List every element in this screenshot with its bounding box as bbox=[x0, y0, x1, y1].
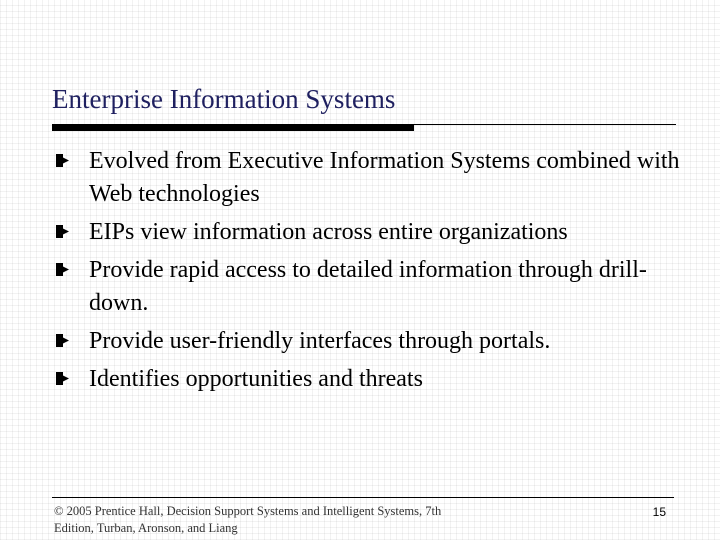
bullet-text: Provide rapid access to detailed information through drill-down. bbox=[89, 257, 647, 316]
square-bullet-icon bbox=[56, 154, 69, 167]
square-bullet-icon bbox=[56, 225, 69, 238]
bullet-item bbox=[52, 216, 692, 249]
bullet-text: EIPs view information across entire organizations bbox=[89, 219, 568, 245]
bullet-item bbox=[52, 325, 692, 358]
square-bullet-icon bbox=[56, 334, 69, 347]
bullet-text: Evolved from Executive Information Systems combined with Web technologies bbox=[89, 148, 680, 207]
title-underline-thin bbox=[414, 124, 676, 125]
bullet-item bbox=[52, 363, 692, 396]
bullet-text: Identifies opportunities and threats bbox=[89, 366, 423, 392]
bullet-item bbox=[52, 145, 692, 211]
slide-title: Enterprise Information Systems bbox=[52, 84, 396, 114]
bullet-text: Provide user-friendly interfaces through portals. bbox=[89, 328, 551, 354]
footer-divider bbox=[52, 497, 674, 498]
title-underline-thick bbox=[52, 124, 414, 131]
footer-copyright: © 2005 Prentice Hall, Decision Support Systems and Intelligent Systems, 7th Edition, Turban, Aronson, and Liang bbox=[54, 504, 442, 535]
bullet-list bbox=[52, 145, 692, 401]
square-bullet-icon bbox=[56, 263, 69, 276]
square-bullet-icon bbox=[56, 372, 69, 385]
page-number: 15 bbox=[652, 505, 666, 519]
bullet-item bbox=[52, 254, 692, 320]
